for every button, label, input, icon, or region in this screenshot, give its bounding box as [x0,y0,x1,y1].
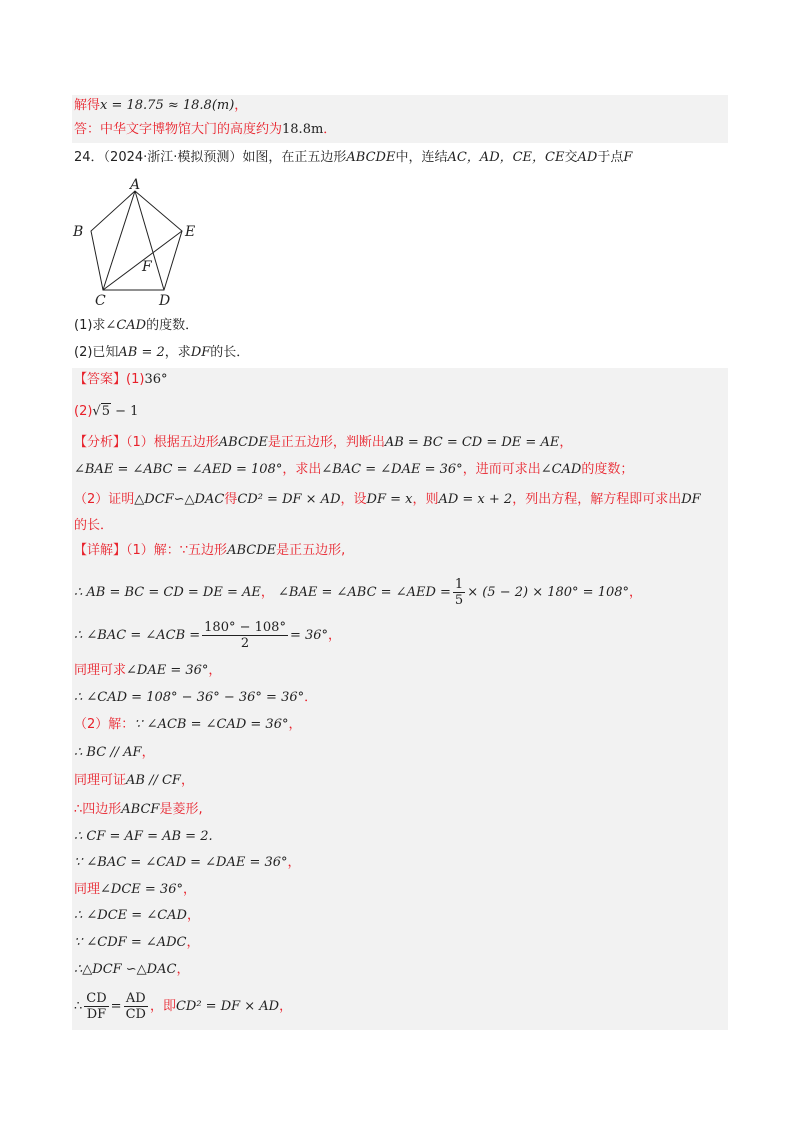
answer-line-1: 【答案】(1)36° [74,372,168,387]
analysis-line-2: ∠BAE = ∠ABC = ∠AED = 108°，求出∠BAC = ∠DAE = 36°，进而可求出∠CAD的度数； [74,462,634,477]
detail-line-15: ∴△DCF ∽△DAC， [74,962,190,977]
question-stem: 24．（2024·浙江·模拟预测）如图，在正五边形ABCDE中，连结AC，AD，CE，CE交AD于点F [74,150,633,165]
label-f: F [142,259,152,275]
detail-line-13: ∴ ∠DCE = ∠CAD， [74,908,200,923]
detail-line-4: 同理可求∠DAE = 36°， [74,663,222,678]
label-b: B [73,224,84,240]
detail-line-14: ∵ ∠CDF = ∠ADC， [74,935,200,950]
detail-line-12: 同理∠DCE = 36°， [74,882,196,897]
detail-line-11: ∵ ∠BAC = ∠CAD = ∠DAE = 36°， [74,855,301,870]
answer-line-2: (2)√5 − 1 [74,404,139,419]
detail-line-2: ∴ AB = BC = CD = DE = AE， ∠BAE = ∠ABC = ∠AED = $\frac{1}{5}$ × (5 − 2) × 180° = 108°， [74,577,643,608]
detail-line-9: ∴四边形ABCF是菱形, [74,802,203,817]
detail-line-5: ∴ ∠CAD = 108° − 36° − 36° = 36°． [74,690,318,705]
analysis-line-3: （2）证明△DCF∽△DAC得CD² = DF × AD，设DF = x，则AD = x + 2，列出方程，解方程即可求出DF [74,492,701,507]
pentagon-figure [70,178,210,308]
detail-line-1: 【详解】（1）解：∵五边形ABCDE是正五边形, [74,543,346,558]
prev-line-1: 解得x = 18.75 ≈ 18.8(m)， [74,98,248,113]
part-1: (1)求∠CAD的度数． [74,318,199,333]
pentagon-outline [91,191,182,290]
analysis-line-1: 【分析】（1）根据五边形ABCDE是正五边形，判断出AB = BC = CD = DE = AE， [74,435,573,450]
label-e: E [185,224,196,240]
label-a: A [130,178,141,193]
detail-line-8: 同理可证AB // CF， [74,773,194,788]
detail-line-16: ∴ $\frac{CD}{DF}$ = $\frac{AD}{CD}$ ，即CD² = DF × AD， [74,991,293,1022]
diagonal-ad [135,191,164,290]
detail-line-7: ∴ BC // AF， [74,745,155,760]
detail-line-10: ∴ CF = AF = AB = 2. [74,829,213,844]
label-c: C [95,293,106,308]
prev-line-2: 答：中华文字博物馆大门的高度约为18.8m． [74,122,337,137]
detail-line-3: ∴ ∠BAC = ∠ACB = $\frac{180^\circ - 108^\circ}{2}$ = 36°， [74,620,342,651]
label-d: D [159,293,171,308]
analysis-line-4: 的长． [74,518,114,533]
part-2: (2)已知AB = 2，求DF的长． [74,345,250,360]
detail-line-6: （2）解：∵ ∠ACB = ∠CAD = 36°， [74,717,302,732]
